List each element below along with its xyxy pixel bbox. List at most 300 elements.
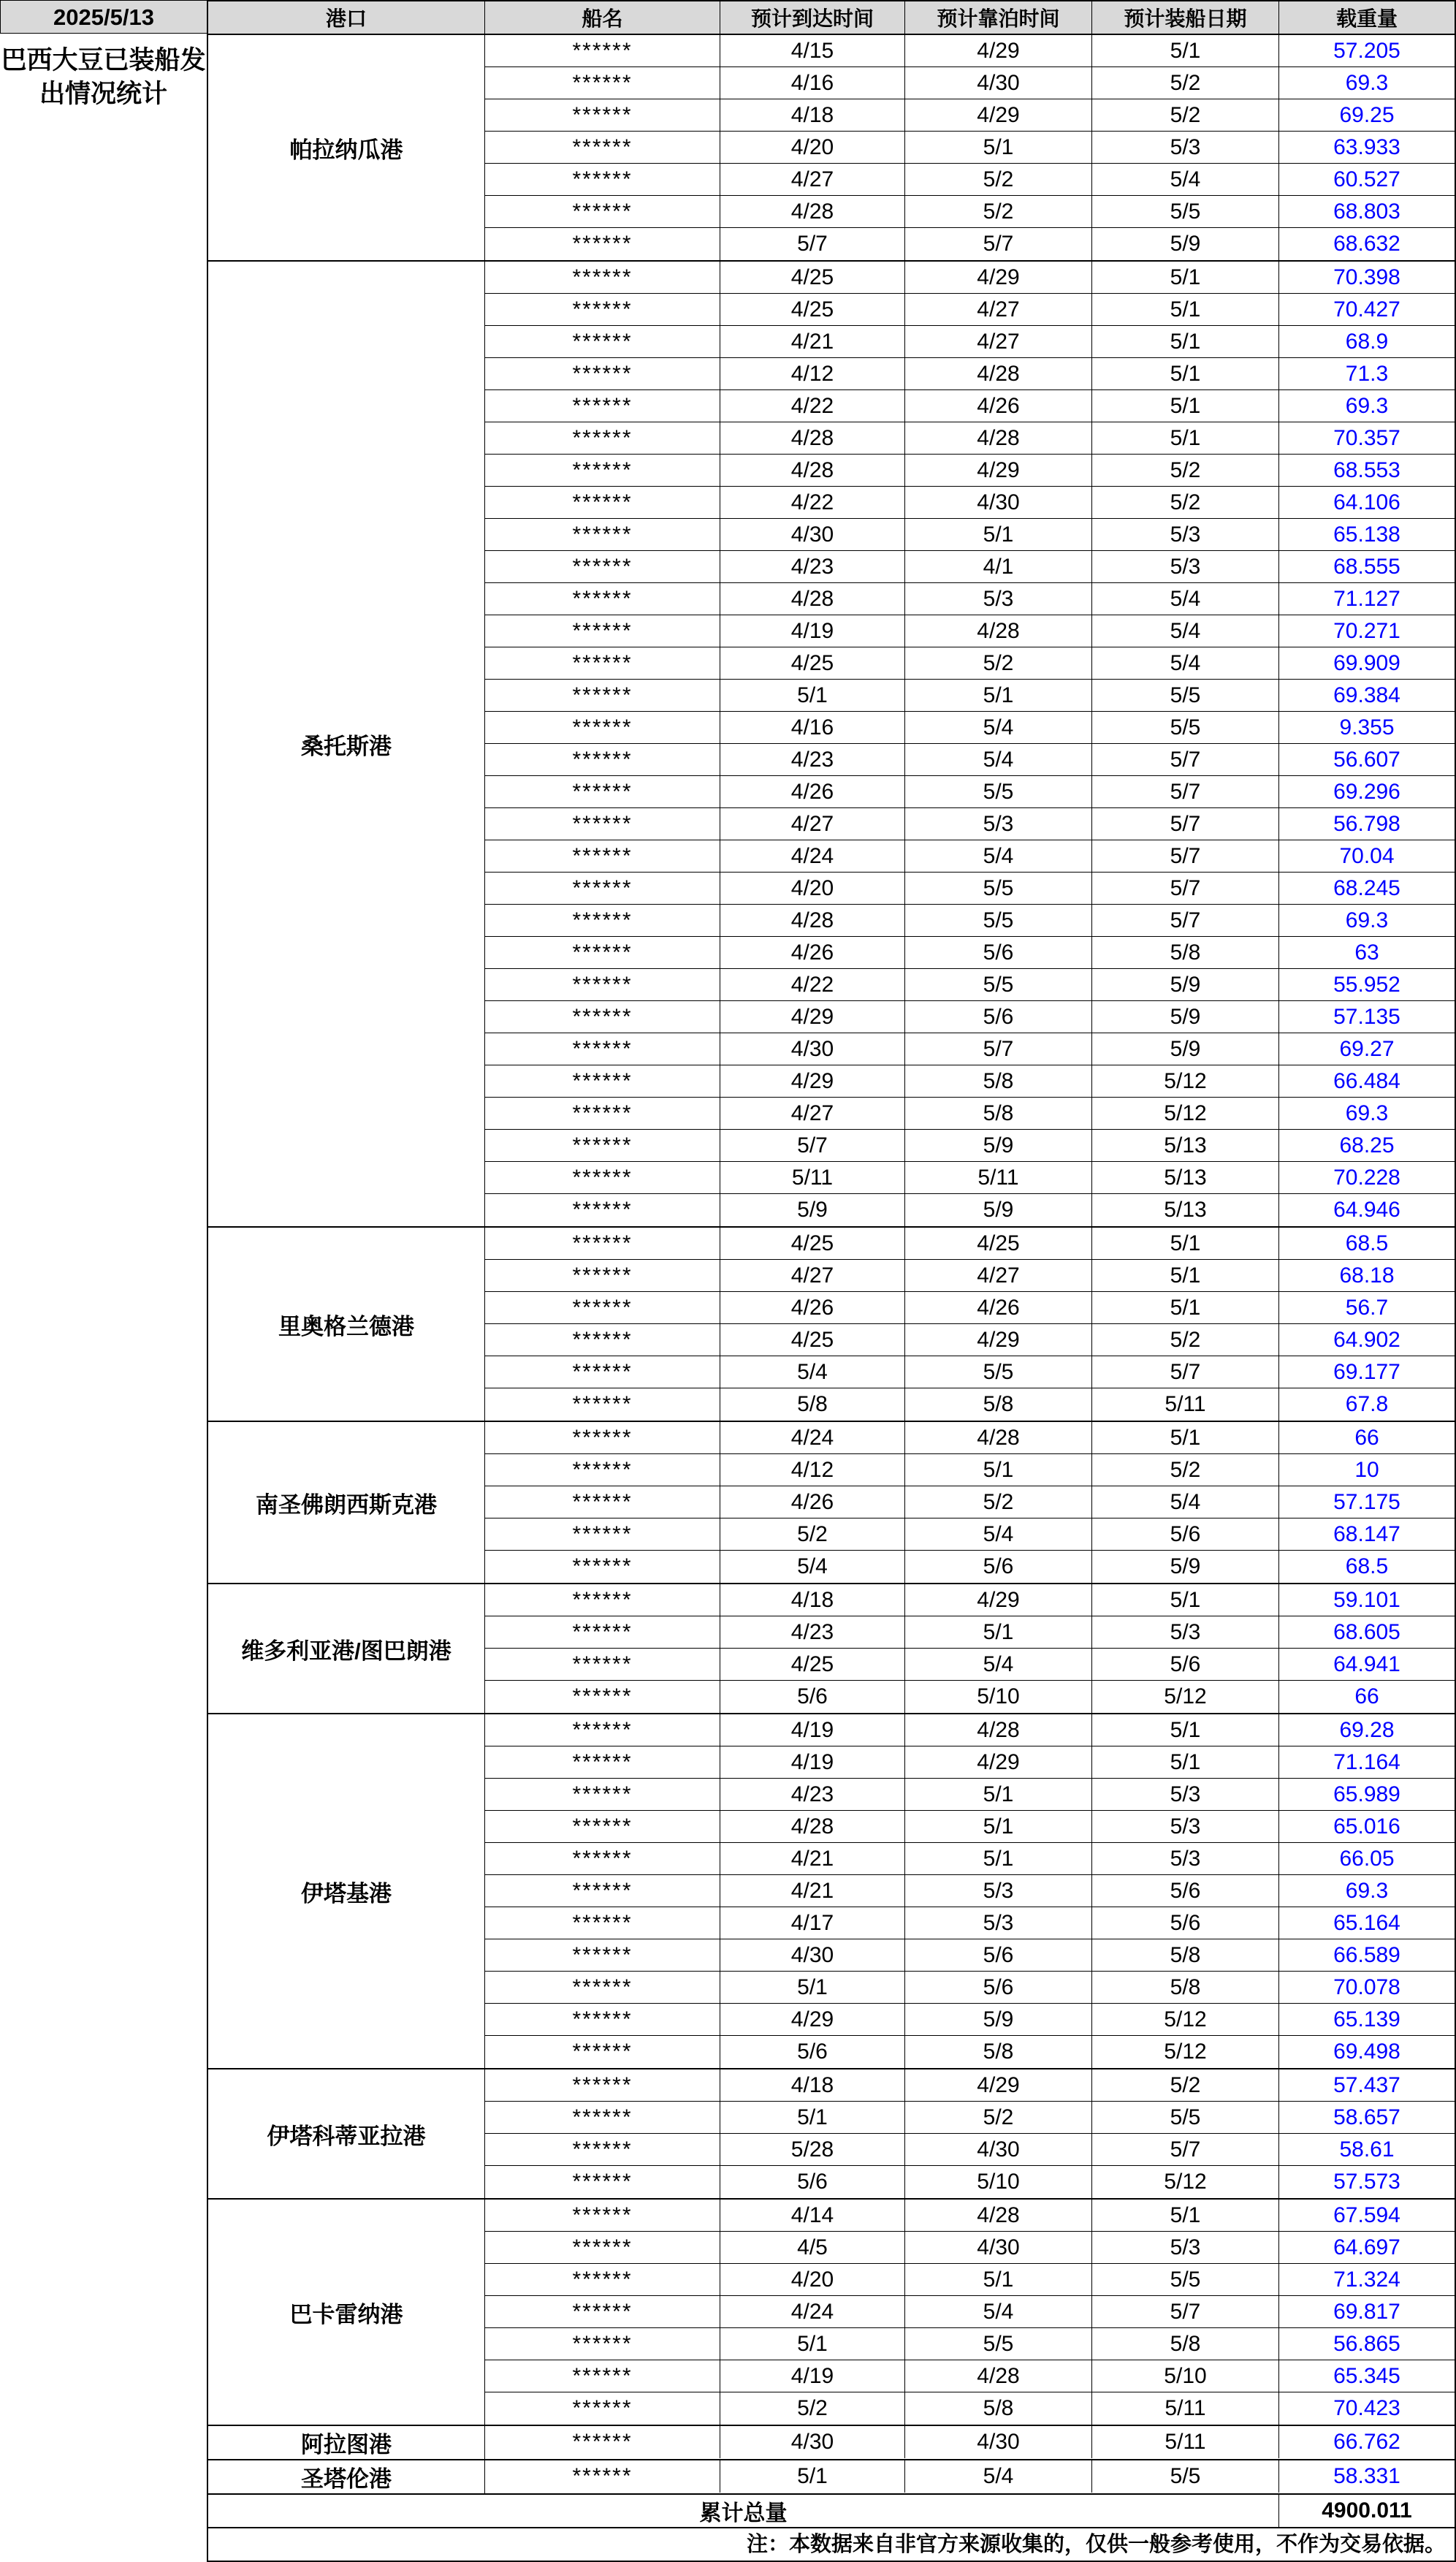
vessel-cell: ****** <box>485 680 720 711</box>
total-value: 4900.011 <box>1322 2498 1412 2523</box>
port-group <box>208 1228 1455 1422</box>
table-row <box>485 1065 1455 1098</box>
dwt-cell: 68.605 <box>1333 1619 1400 1644</box>
load-date-cell: 5/7 <box>1092 2134 1279 2165</box>
load-date-cell: 5/12 <box>1092 2166 1279 2198</box>
port-cell: 巴卡雷纳港 <box>208 2200 485 2425</box>
eta-cell: 4/30 <box>720 1033 905 1065</box>
vessel-cell: ****** <box>485 2102 720 2133</box>
vessel-cell: ****** <box>485 2134 720 2165</box>
vessel-cell: ****** <box>485 1162 720 1193</box>
load-date-cell: 5/1 <box>1092 1260 1279 1291</box>
eta-cell: 4/23 <box>720 1616 905 1648</box>
table-row <box>485 1130 1455 1162</box>
load-date-cell: 5/7 <box>1092 808 1279 840</box>
table-row <box>485 1228 1455 1260</box>
berth-cell: 5/3 <box>905 1907 1092 1939</box>
load-date-cell: 5/4 <box>1092 583 1279 615</box>
table-row <box>485 1486 1455 1518</box>
vessel-cell: ****** <box>485 35 720 66</box>
port-cell: 桑托斯港 <box>208 262 485 1226</box>
load-date-cell: 5/5 <box>1092 680 1279 711</box>
dwt-cell: 69.498 <box>1333 2040 1400 2064</box>
berth-cell: 4/29 <box>905 1584 1092 1616</box>
port-group-rows <box>485 2426 1455 2459</box>
table-row <box>485 2134 1455 2166</box>
dwt-cell: 64.902 <box>1333 1327 1400 1352</box>
load-date-cell: 5/2 <box>1092 2069 1279 2101</box>
vessel-cell: ****** <box>485 1422 720 1453</box>
vessel-cell: ****** <box>485 487 720 518</box>
berth-cell: 5/11 <box>905 1162 1092 1193</box>
dwt-cell: 68.25 <box>1339 1133 1395 1158</box>
eta-cell: 4/28 <box>720 422 905 454</box>
load-date-cell: 5/11 <box>1092 2426 1279 2458</box>
load-date-cell: 5/4 <box>1092 164 1279 195</box>
table-row <box>485 1779 1455 1811</box>
eta-cell: 4/27 <box>720 1260 905 1291</box>
table-row <box>485 712 1455 744</box>
vessel-cell: ****** <box>485 615 720 647</box>
load-date-cell: 5/12 <box>1092 1065 1279 1097</box>
vessel-cell: ****** <box>485 1486 720 1518</box>
dwt-cell: 70.228 <box>1333 1165 1400 1190</box>
dwt-cell: 69.3 <box>1345 1878 1389 1903</box>
vessel-cell: ****** <box>485 67 720 99</box>
table-body <box>208 35 1455 2495</box>
load-date-cell: 5/12 <box>1092 2004 1279 2035</box>
load-date-cell: 5/1 <box>1092 262 1279 293</box>
berth-cell: 4/28 <box>905 1422 1092 1453</box>
berth-cell: 5/2 <box>905 164 1092 195</box>
total-row <box>208 2495 1455 2528</box>
table-row <box>485 744 1455 776</box>
berth-cell: 4/27 <box>905 1260 1092 1291</box>
port-cell: 圣塔伦港 <box>208 2460 485 2493</box>
eta-cell: 4/22 <box>720 487 905 518</box>
table-row <box>485 1194 1455 1226</box>
load-date-cell: 5/7 <box>1092 905 1279 936</box>
table-row <box>485 1162 1455 1194</box>
eta-cell: 4/23 <box>720 1779 905 1810</box>
eta-cell: 4/12 <box>720 1454 905 1486</box>
vessel-cell: ****** <box>485 1033 720 1065</box>
eta-cell: 4/26 <box>720 776 905 807</box>
load-date-cell: 5/7 <box>1092 840 1279 872</box>
column-header-eta: 预计到达时间 <box>720 1 905 34</box>
eta-cell: 4/18 <box>720 99 905 131</box>
dwt-cell: 57.205 <box>1333 38 1400 63</box>
eta-cell: 4/17 <box>720 1907 905 1939</box>
load-date-cell: 5/9 <box>1092 1551 1279 1583</box>
eta-cell: 4/5 <box>720 2232 905 2263</box>
berth-cell: 4/28 <box>905 358 1092 389</box>
table-row <box>485 35 1455 67</box>
dwt-cell: 69.384 <box>1333 683 1400 707</box>
port-group-rows <box>485 1422 1455 1583</box>
load-date-cell: 5/9 <box>1092 228 1279 260</box>
table-row <box>485 1422 1455 1454</box>
dwt-cell: 65.164 <box>1333 1910 1400 1935</box>
load-date-cell: 5/1 <box>1092 326 1279 357</box>
berth-cell: 5/1 <box>905 680 1092 711</box>
dwt-cell: 67.8 <box>1345 1392 1389 1416</box>
table-row <box>485 487 1455 519</box>
load-date-cell: 5/3 <box>1092 1811 1279 1842</box>
load-date-cell: 5/2 <box>1092 1324 1279 1356</box>
vessel-cell: ****** <box>485 1746 720 1778</box>
eta-cell: 4/28 <box>720 455 905 486</box>
load-date-cell: 5/13 <box>1092 1194 1279 1226</box>
dwt-cell: 69.296 <box>1333 779 1400 804</box>
dwt-cell: 71.3 <box>1345 361 1389 386</box>
eta-cell: 4/22 <box>720 969 905 1000</box>
berth-cell: 5/1 <box>905 1454 1092 1486</box>
dwt-cell: 68.18 <box>1339 1263 1395 1288</box>
berth-cell: 4/28 <box>905 2200 1092 2231</box>
eta-cell: 4/23 <box>720 551 905 582</box>
table-row <box>485 1875 1455 1907</box>
table-row <box>485 358 1455 390</box>
eta-cell: 5/6 <box>720 1681 905 1713</box>
berth-cell: 4/29 <box>905 455 1092 486</box>
table-row <box>485 1292 1455 1324</box>
vessel-cell: ****** <box>485 2360 720 2392</box>
load-date-cell: 5/7 <box>1092 1356 1279 1388</box>
eta-cell: 4/14 <box>720 2200 905 2231</box>
dwt-cell: 9.355 <box>1339 715 1395 740</box>
berth-cell: 5/6 <box>905 1551 1092 1583</box>
table-row <box>485 2004 1455 2036</box>
berth-cell: 5/3 <box>905 583 1092 615</box>
vessel-cell: ****** <box>485 294 720 325</box>
dwt-cell: 71.164 <box>1333 1749 1400 1774</box>
dwt-cell: 67.594 <box>1333 2202 1400 2227</box>
eta-cell: 4/28 <box>720 1811 905 1842</box>
load-date-cell: 5/1 <box>1092 1228 1279 1259</box>
berth-cell: 5/6 <box>905 1001 1092 1033</box>
eta-cell: 4/21 <box>720 326 905 357</box>
berth-cell: 5/1 <box>905 1811 1092 1842</box>
vessel-cell: ****** <box>485 2200 720 2231</box>
table-row <box>485 2069 1455 2102</box>
eta-cell: 5/1 <box>720 2460 905 2493</box>
dwt-cell: 66.05 <box>1339 1846 1395 1871</box>
berth-cell: 4/28 <box>905 615 1092 647</box>
eta-cell: 5/6 <box>720 2036 905 2068</box>
table-row <box>485 326 1455 358</box>
vessel-cell: ****** <box>485 422 720 454</box>
eta-cell: 4/24 <box>720 840 905 872</box>
berth-cell: 5/5 <box>905 969 1092 1000</box>
port-group <box>208 2069 1455 2200</box>
eta-cell: 5/6 <box>720 2166 905 2198</box>
dwt-cell: 71.324 <box>1333 2267 1400 2292</box>
port-cell: 帕拉纳瓜港 <box>208 35 485 260</box>
vessel-cell: ****** <box>485 2232 720 2263</box>
table-row <box>485 164 1455 196</box>
eta-cell: 4/25 <box>720 262 905 293</box>
table-row <box>485 969 1455 1001</box>
dwt-cell: 69.3 <box>1345 1101 1389 1125</box>
eta-cell: 4/21 <box>720 1843 905 1874</box>
table-row <box>485 519 1455 551</box>
vessel-cell: ****** <box>485 1001 720 1033</box>
dwt-cell: 66.484 <box>1333 1068 1400 1093</box>
eta-cell: 4/28 <box>720 583 905 615</box>
table-row <box>485 2232 1455 2264</box>
table-row <box>485 1649 1455 1681</box>
load-date-cell: 5/7 <box>1092 744 1279 775</box>
eta-cell: 4/28 <box>720 196 905 227</box>
dwt-cell: 56.607 <box>1333 747 1400 772</box>
dwt-cell: 70.427 <box>1333 297 1400 322</box>
load-date-cell: 5/3 <box>1092 519 1279 550</box>
port-group-rows <box>485 2460 1455 2493</box>
load-date-cell: 5/3 <box>1092 1843 1279 1874</box>
report-title-line1: 巴西大豆已装船发 <box>1 46 206 75</box>
vessel-cell: ****** <box>485 1972 720 2003</box>
dwt-cell: 63.933 <box>1333 134 1400 159</box>
eta-cell: 4/29 <box>720 2004 905 2035</box>
dwt-cell: 64.946 <box>1333 1198 1400 1222</box>
table-row <box>485 808 1455 840</box>
berth-cell: 5/9 <box>905 1194 1092 1226</box>
load-date-cell: 5/3 <box>1092 132 1279 163</box>
eta-cell: 4/19 <box>720 615 905 647</box>
vessel-cell: ****** <box>485 2036 720 2068</box>
eta-cell: 5/2 <box>720 2392 905 2425</box>
dwt-cell: 69.3 <box>1345 908 1389 932</box>
vessel-cell: ****** <box>485 1065 720 1097</box>
berth-cell: 5/1 <box>905 132 1092 163</box>
table-row <box>485 1907 1455 1939</box>
load-date-cell: 5/1 <box>1092 2200 1279 2231</box>
table-row <box>485 1746 1455 1779</box>
berth-cell: 5/8 <box>905 2392 1092 2425</box>
column-header-load-date: 预计装船日期 <box>1092 1 1279 34</box>
eta-cell: 4/27 <box>720 164 905 195</box>
load-date-cell: 5/1 <box>1092 390 1279 422</box>
vessel-cell: ****** <box>485 583 720 615</box>
berth-cell: 5/4 <box>905 744 1092 775</box>
vessel-cell: ****** <box>485 1843 720 1874</box>
load-date-cell: 5/3 <box>1092 2232 1279 2263</box>
load-date-cell: 5/8 <box>1092 2328 1279 2360</box>
table-row <box>485 390 1455 422</box>
vessel-cell: ****** <box>485 164 720 195</box>
table-row <box>485 2392 1455 2425</box>
load-date-cell: 5/1 <box>1092 1584 1279 1616</box>
load-date-cell: 5/9 <box>1092 1033 1279 1065</box>
table-row <box>485 1001 1455 1033</box>
port-group-rows <box>485 1228 1455 1421</box>
dwt-cell: 57.135 <box>1333 1004 1400 1029</box>
berth-cell: 5/4 <box>905 712 1092 743</box>
eta-cell: 4/20 <box>720 873 905 904</box>
vessel-cell: ****** <box>485 1194 720 1226</box>
vessel-cell: ****** <box>485 2004 720 2035</box>
table-row <box>485 2328 1455 2360</box>
eta-cell: 5/9 <box>720 1194 905 1226</box>
dwt-cell: 65.139 <box>1333 2007 1400 2031</box>
berth-cell: 4/28 <box>905 2360 1092 2392</box>
eta-cell: 4/19 <box>720 1714 905 1746</box>
berth-cell: 4/27 <box>905 326 1092 357</box>
table-row <box>485 1098 1455 1130</box>
dwt-cell: 55.952 <box>1333 972 1400 997</box>
column-header-dwt: 载重量 <box>1335 7 1398 30</box>
load-date-cell: 5/8 <box>1092 937 1279 968</box>
berth-cell: 4/29 <box>905 262 1092 293</box>
load-date-cell: 5/5 <box>1092 2264 1279 2295</box>
load-date-cell: 5/7 <box>1092 873 1279 904</box>
column-header-vessel: 船名 <box>485 1 720 34</box>
dwt-cell: 69.177 <box>1333 1359 1400 1384</box>
berth-cell: 5/1 <box>905 519 1092 550</box>
eta-cell: 4/16 <box>720 67 905 99</box>
load-date-cell: 5/10 <box>1092 2360 1279 2392</box>
dwt-cell: 68.147 <box>1333 1521 1400 1546</box>
dwt-cell: 63 <box>1354 940 1379 965</box>
vessel-cell: ****** <box>485 937 720 968</box>
load-date-cell: 5/3 <box>1092 551 1279 582</box>
berth-cell: 5/5 <box>905 905 1092 936</box>
berth-cell: 5/1 <box>905 1616 1092 1648</box>
dwt-cell: 66 <box>1354 1425 1379 1450</box>
berth-cell: 4/26 <box>905 390 1092 422</box>
port-cell: 南圣佛朗西斯克港 <box>208 1422 485 1583</box>
table-row <box>485 1811 1455 1843</box>
berth-cell: 5/5 <box>905 776 1092 807</box>
berth-cell: 5/4 <box>905 840 1092 872</box>
vessel-cell: ****** <box>485 1681 720 1713</box>
dwt-cell: 70.271 <box>1333 618 1400 643</box>
eta-cell: 4/24 <box>720 2296 905 2327</box>
port-cell: 伊塔科蒂亚拉港 <box>208 2069 485 2198</box>
eta-cell: 4/25 <box>720 294 905 325</box>
table-row <box>485 67 1455 99</box>
table-header-row <box>208 1 1455 35</box>
eta-cell: 4/27 <box>720 1098 905 1129</box>
dwt-cell: 64.697 <box>1333 2235 1400 2259</box>
dwt-cell: 66.589 <box>1333 1942 1400 1967</box>
load-date-cell: 5/3 <box>1092 1779 1279 1810</box>
berth-cell: 5/1 <box>905 1843 1092 1874</box>
load-date-cell: 5/5 <box>1092 712 1279 743</box>
berth-cell: 5/4 <box>905 2460 1092 2493</box>
eta-cell: 4/26 <box>720 937 905 968</box>
eta-cell: 5/7 <box>720 228 905 260</box>
dwt-cell: 69.817 <box>1333 2299 1400 2324</box>
berth-cell: 4/25 <box>905 1228 1092 1259</box>
table-row <box>485 1260 1455 1292</box>
load-date-cell: 5/12 <box>1092 2036 1279 2068</box>
eta-cell: 4/25 <box>720 647 905 679</box>
dwt-cell: 68.245 <box>1333 875 1400 900</box>
table-row <box>485 132 1455 164</box>
load-date-cell: 5/5 <box>1092 2460 1279 2493</box>
eta-cell: 4/25 <box>720 1649 905 1680</box>
port-group-rows <box>485 2069 1455 2198</box>
vessel-cell: ****** <box>485 1454 720 1486</box>
eta-cell: 4/23 <box>720 744 905 775</box>
berth-cell: 5/2 <box>905 2102 1092 2133</box>
table-row <box>485 615 1455 647</box>
vessel-cell: ****** <box>485 2392 720 2425</box>
eta-cell: 4/30 <box>720 1939 905 1971</box>
table-row <box>485 551 1455 583</box>
dwt-cell: 70.398 <box>1333 265 1400 289</box>
vessel-cell: ****** <box>485 2264 720 2295</box>
eta-cell: 4/20 <box>720 2264 905 2295</box>
load-date-cell: 5/12 <box>1092 1681 1279 1713</box>
vessel-cell: ****** <box>485 840 720 872</box>
dwt-cell: 57.573 <box>1333 2170 1400 2194</box>
dwt-cell: 58.331 <box>1333 2464 1400 2488</box>
berth-cell: 5/10 <box>905 1681 1092 1713</box>
load-date-cell: 5/7 <box>1092 2296 1279 2327</box>
load-date-cell: 5/1 <box>1092 422 1279 454</box>
report-date: 2025/5/13 <box>0 0 207 34</box>
load-date-cell: 5/8 <box>1092 1939 1279 1971</box>
load-date-cell: 5/2 <box>1092 455 1279 486</box>
berth-cell: 4/28 <box>905 1714 1092 1746</box>
dwt-cell: 57.175 <box>1333 1489 1400 1514</box>
berth-cell: 5/10 <box>905 2166 1092 2198</box>
vessel-cell: ****** <box>485 1388 720 1421</box>
dwt-cell: 68.803 <box>1333 199 1400 224</box>
port-group <box>208 2426 1455 2460</box>
berth-cell: 5/6 <box>905 937 1092 968</box>
vessel-cell: ****** <box>485 969 720 1000</box>
berth-cell: 4/30 <box>905 487 1092 518</box>
table-row <box>485 1584 1455 1616</box>
load-date-cell: 5/13 <box>1092 1162 1279 1193</box>
eta-cell: 5/11 <box>720 1162 905 1193</box>
berth-cell: 5/7 <box>905 228 1092 260</box>
table-row <box>485 647 1455 680</box>
berth-cell: 4/30 <box>905 2134 1092 2165</box>
table-row <box>485 680 1455 712</box>
eta-cell: 5/8 <box>720 1388 905 1421</box>
port-group-rows <box>485 262 1455 1226</box>
dwt-cell: 56.7 <box>1345 1295 1389 1320</box>
berth-cell: 5/8 <box>905 1388 1092 1421</box>
vessel-cell: ****** <box>485 2460 720 2493</box>
dwt-cell: 69.3 <box>1345 393 1389 418</box>
berth-cell: 5/9 <box>905 1130 1092 1161</box>
load-date-cell: 5/13 <box>1092 1130 1279 1161</box>
vessel-cell: ****** <box>485 1518 720 1550</box>
eta-cell: 4/12 <box>720 358 905 389</box>
eta-cell: 5/1 <box>720 1972 905 2003</box>
dwt-cell: 69.28 <box>1339 1717 1395 1742</box>
eta-cell: 4/20 <box>720 132 905 163</box>
berth-cell: 5/2 <box>905 196 1092 227</box>
eta-cell: 4/26 <box>720 1486 905 1518</box>
port-group <box>208 35 1455 262</box>
berth-cell: 4/30 <box>905 67 1092 99</box>
berth-cell: 5/8 <box>905 2036 1092 2068</box>
table-row <box>485 2426 1455 2458</box>
eta-cell: 4/30 <box>720 2426 905 2458</box>
column-header-port: 港口 <box>208 1 485 34</box>
vessel-cell: ****** <box>485 1939 720 1971</box>
table-row <box>485 1681 1455 1713</box>
dwt-cell: 65.989 <box>1333 1782 1400 1806</box>
vessel-cell: ****** <box>485 712 720 743</box>
